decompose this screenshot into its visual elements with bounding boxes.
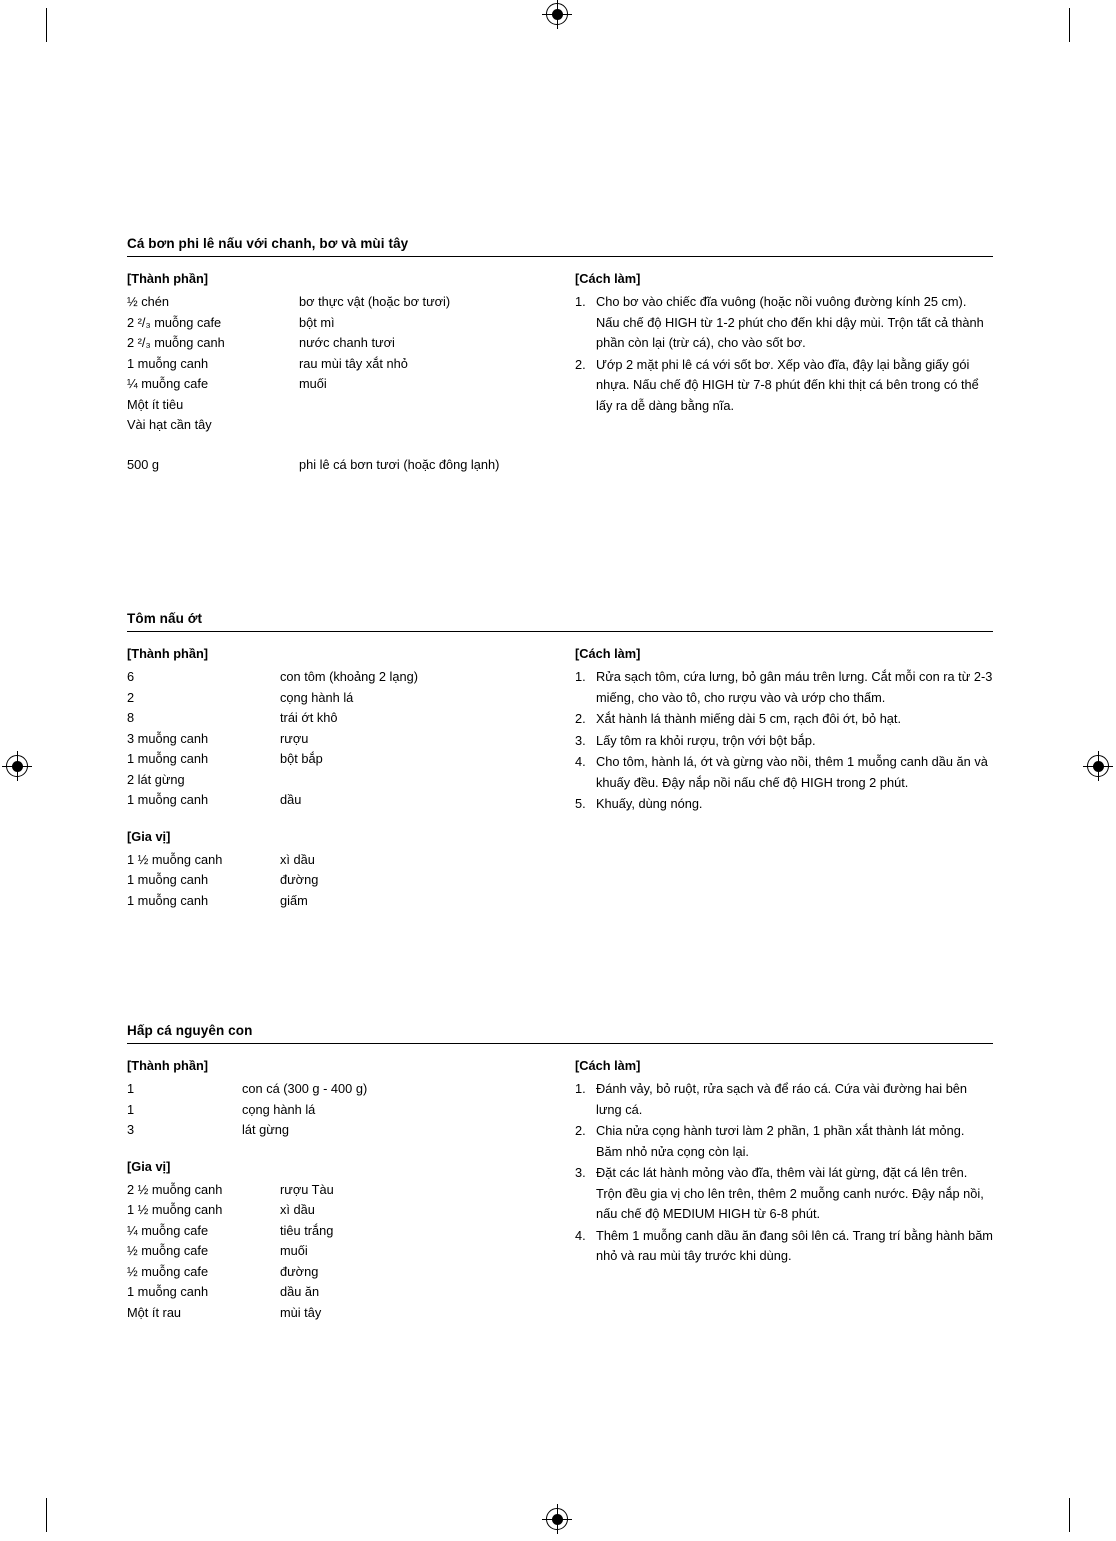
- ingredient-quantity: 1 muỗng canh: [127, 355, 209, 371]
- ingredient-name: [299, 415, 575, 436]
- seasoning-row: [127, 1303, 575, 1324]
- method-steps: [575, 292, 993, 416]
- seasoning-name: rượu Tàu: [280, 1181, 334, 1197]
- seasoning-quantity: 2 ½ muỗng canh: [127, 1181, 223, 1197]
- method-step: Đánh vảy, bỏ ruột, rửa sạch và để ráo cá. Cứa vài đường hai bên lưng cá.: [596, 1081, 968, 1117]
- seasoning-row: [127, 870, 575, 891]
- ingredients-heading: [Thành phần]: [127, 1058, 209, 1073]
- ingredient-name: rau mùi tây xắt nhỏ: [299, 355, 408, 371]
- method-column: [575, 1058, 993, 1268]
- seasoning-name: đường: [280, 872, 319, 887]
- ingredient-quantity: 3 muỗng canh: [127, 730, 209, 746]
- ingredient-name: rượu: [280, 730, 309, 746]
- method-heading: [Cách làm]: [575, 271, 641, 286]
- method-column: [575, 646, 993, 816]
- method-step: Thêm 1 muỗng canh dầu ăn đang sôi lên cá. Trang trí bằng hành băm nhỏ và rau mùi tây trước khi dùng.: [596, 1227, 993, 1263]
- ingredient-row: [127, 688, 575, 709]
- seasoning-name: muối: [280, 1243, 308, 1258]
- ingredient-row: [127, 374, 575, 395]
- seasoning-name: xì dầu: [280, 1202, 315, 1217]
- ingredient-row: [127, 415, 575, 436]
- ingredient-name: bột bắp: [280, 751, 323, 766]
- ingredient-name: [280, 770, 575, 791]
- ingredient-row: [127, 790, 575, 811]
- seasoning-quantity: 1 ½ muỗng canh: [127, 851, 223, 867]
- method-heading: [Cách làm]: [575, 1058, 641, 1073]
- recipe-title: Tôm nấu ớt: [127, 611, 993, 632]
- ingredient-quantity: 2: [127, 689, 135, 705]
- seasoning-quantity: ½ muỗng cafe: [127, 1243, 209, 1258]
- seasoning-name: tiêu trắng: [280, 1222, 334, 1238]
- seasoning-quantity: 1 muỗng canh: [127, 1284, 209, 1299]
- ingredient-quantity: 1 muỗng canh: [127, 792, 209, 807]
- method-step: Đặt các lát hành mỏng vào đĩa, thêm vài lát gừng, đặt cá lên trên. Trộn đều gia vị cho lên trên, thêm 2 muỗng canh nước. Đậy nắp nồi, nấu chế độ MEDIUM HIGH từ 6-8 phút.: [596, 1165, 984, 1221]
- ingredient-row: [127, 770, 575, 791]
- ingredient-name: bột mì: [299, 314, 335, 330]
- ingredients-heading: [Thành phần]: [127, 646, 209, 661]
- ingredient-quantity: ¼ muỗng cafe: [127, 376, 209, 391]
- seasoning-name: giấm: [280, 892, 308, 908]
- seasoning-quantity: ½ muỗng cafe: [127, 1263, 209, 1279]
- ingredient-row: [127, 1120, 575, 1141]
- ingredient-row: [127, 292, 575, 313]
- ingredient-row: [127, 708, 575, 729]
- recipe-section-hap-ca-nguyen-con: [127, 1023, 993, 1323]
- ingredient-row: [127, 1100, 575, 1121]
- method-step: Ướp 2 mặt phi lê cá với sốt bơ. Xếp vào đĩa, đậy lại bằng giấy gói nhựa. Nấu chế độ HIGH từ 7-8 phút đến khi thịt cá bên trong có thể lấy ra dễ dàng bằng nĩa.: [596, 356, 979, 413]
- seasoning-quantity: 1 ½ muỗng canh: [127, 1202, 223, 1217]
- ingredient-quantity: 8: [127, 710, 135, 725]
- ingredient-name: nước chanh tươi: [299, 335, 395, 350]
- ingredients-column: [127, 646, 575, 911]
- seasoning-name: xì dầu: [280, 851, 315, 867]
- ingredient-quantity: Vài hạt cần tây: [127, 417, 212, 432]
- ingredient-quantity: 500 g: [127, 456, 160, 472]
- ingredient-quantity: 3: [127, 1122, 135, 1137]
- seasoning-name: mùi tây: [280, 1304, 322, 1320]
- ingredient-quantity: 2 ²/₃ muỗng canh: [127, 335, 225, 350]
- ingredients-column: [127, 1058, 575, 1323]
- seasoning-quantity: 1 muỗng canh: [127, 892, 209, 908]
- ingredient-quantity: 6: [127, 669, 135, 684]
- method-step: Cho bơ vào chiếc đĩa vuông (hoặc nồi vuông đường kính 25 cm). Nấu chế độ HIGH từ 1-2 phút cho đến khi dậy mùi. Trộn tất cả thành phần còn lại (trừ cá), cho vào sốt bơ.: [596, 294, 984, 350]
- seasoning-row: [127, 891, 575, 912]
- method-steps: [575, 667, 993, 815]
- method-step: Chia nửa cọng hành tươi làm 2 phần, 1 phần xắt thành lát mỏng. Băm nhỏ nửa cọng còn lại.: [596, 1123, 965, 1159]
- seasoning-row: [127, 850, 575, 871]
- seasoning-row: [127, 1262, 575, 1283]
- method-step: Khuấy, dùng nóng.: [596, 796, 703, 811]
- ingredient-quantity: 2 lát gừng: [127, 771, 185, 787]
- ingredient-quantity: 1 muỗng canh: [127, 751, 209, 766]
- seasoning-row: [127, 1241, 575, 1262]
- ingredient-name: phi lê cá bơn tươi: [299, 456, 400, 472]
- recipe-title: Cá bơn phi lê nấu với chanh, bơ và mùi tây: [127, 236, 993, 257]
- ingredient-name: con cá (300 g - 400 g): [242, 1081, 368, 1096]
- ingredient-row: [127, 354, 575, 375]
- seasoning-quantity: ¼ muỗng cafe: [127, 1222, 209, 1238]
- seasoning-name: dầu ăn: [280, 1284, 320, 1299]
- ingredient-quantity: 2 ²/₃ muỗng cafe: [127, 314, 222, 330]
- ingredient-name: dầu: [280, 792, 302, 807]
- ingredient-name: muối: [299, 376, 327, 391]
- ingredient-row: [127, 729, 575, 750]
- ingredients-heading: [Thành phần]: [127, 271, 209, 286]
- seasoning-quantity: 1 muỗng canh: [127, 872, 209, 887]
- seasoning-heading: [Gia vị]: [127, 828, 171, 844]
- ingredient-row: [127, 333, 575, 354]
- recipe-section-ca-bon-phi-le: [127, 236, 993, 475]
- ingredient-name: [299, 395, 575, 416]
- method-steps: [575, 1079, 993, 1267]
- seasoning-row: [127, 1200, 575, 1221]
- ingredient-row: [127, 749, 575, 770]
- recipe-title: Hấp cá nguyên con: [127, 1023, 993, 1044]
- ingredient-quantity: Một ít tiêu: [127, 396, 184, 412]
- method-step: Lấy tôm ra khỏi rượu, trộn với bột bắp.: [596, 732, 816, 748]
- ingredient-name: con tôm (khoảng 2 lạng): [280, 669, 419, 684]
- ingredient-name: bơ thực vật (hoặc bơ tươi): [299, 294, 451, 309]
- method-column: [575, 271, 993, 417]
- method-step: Cho tôm, hành lá, ớt và gừng vào nồi, thêm 1 muỗng canh dầu ăn và khuấy đều. Đậy nắp nồi nấu chế độ HIGH trong 2 phút.: [596, 754, 988, 790]
- ingredient-quantity: 1: [127, 1101, 135, 1117]
- ingredients-column: [127, 271, 575, 475]
- seasoning-quantity: Một ít rau: [127, 1304, 182, 1320]
- ingredient-quantity: 1: [127, 1081, 135, 1096]
- seasoning-row: [127, 1282, 575, 1303]
- recipe-section-tom-nau-ot: [127, 611, 993, 911]
- ingredient-row: [127, 1079, 575, 1100]
- method-step: Rửa sạch tôm, cứa lưng, bỏ gân máu trên lưng. Cắt mỗi con ra từ 2-3 miếng, cho vào tô, cho rượu vào và ướp cho thấm.: [596, 669, 993, 705]
- ingredient-name: lát gừng: [242, 1122, 289, 1137]
- ingredient-row: [127, 313, 575, 334]
- method-heading: [Cách làm]: [575, 646, 641, 661]
- method-step: Xắt hành lá thành miếng dài 5 cm, rạch đôi ớt, bỏ hạt.: [596, 711, 902, 726]
- seasoning-heading: [Gia vị]: [127, 1158, 171, 1174]
- ingredient-name: trái ớt khô: [280, 710, 338, 725]
- ingredient-name: cọng hành lá: [242, 1101, 316, 1117]
- seasoning-row: [127, 1221, 575, 1242]
- ingredient-name: cọng hành lá: [280, 689, 354, 705]
- ingredient-row: [127, 667, 575, 688]
- ingredient-row: [127, 395, 575, 416]
- ingredient-quantity: ½ chén: [127, 294, 169, 309]
- seasoning-row: [127, 1180, 575, 1201]
- seasoning-name: đường: [280, 1263, 319, 1279]
- ingredient-row: [127, 455, 575, 476]
- ingredient-name-continued: (hoặc đông lạnh): [403, 456, 500, 472]
